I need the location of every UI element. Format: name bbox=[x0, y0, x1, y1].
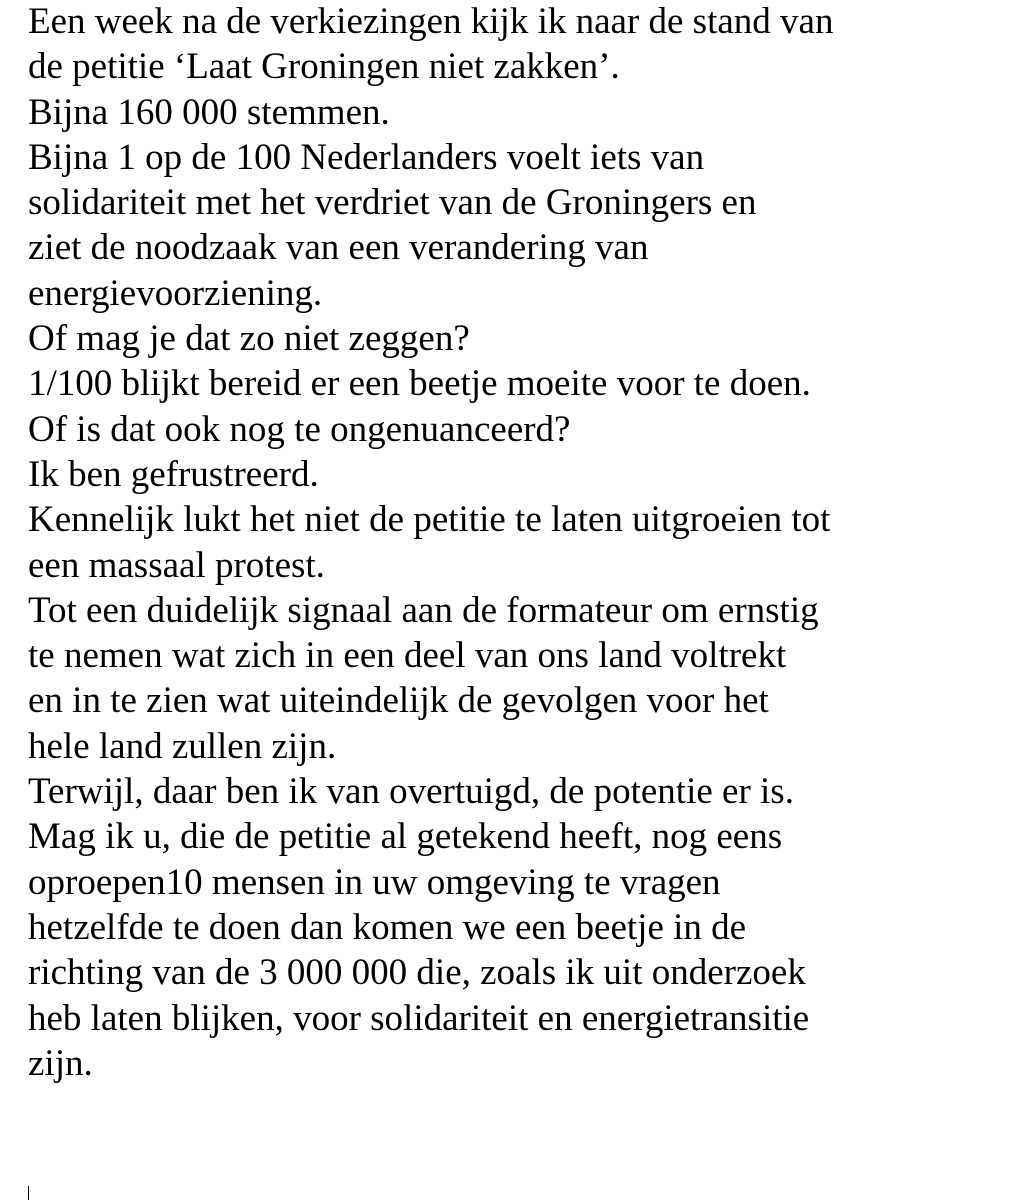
text-line: Bijna 160 000 stemmen. bbox=[28, 91, 390, 133]
text-line: Of mag je dat zo niet zeggen? bbox=[28, 318, 470, 360]
text-line: solidariteit met het verdriet van de Groningers en bbox=[28, 182, 757, 224]
text-line: Kennelijk lukt het niet de petitie te laten uitgroeien tot bbox=[28, 499, 831, 541]
text-line: een massaal protest. bbox=[28, 544, 325, 586]
text-line: oproepen10 mensen in uw omgeving te vragen bbox=[28, 861, 721, 903]
text-line: zijn. bbox=[28, 1042, 93, 1084]
document-body bbox=[28, 0, 1003, 1086]
text-line: de petitie ‘Laat Groningen niet zakken’. bbox=[28, 46, 620, 88]
text-line: Of is dat ook nog te ongenuanceerd? bbox=[28, 408, 571, 450]
text-line: en in te zien wat uiteindelijk de gevolgen voor het bbox=[28, 680, 769, 722]
text-line: Terwijl, daar ben ik van overtuigd, de potentie er is. bbox=[28, 771, 794, 813]
text-line: Bijna 1 op de 100 Nederlanders voelt iets van bbox=[28, 136, 705, 178]
text-line: ziet de noodzaak van een verandering van bbox=[28, 227, 649, 269]
text-line: hetzelfde te doen dan komen we een beetje in de bbox=[28, 906, 747, 948]
text-line: Ik ben gefrustreerd. bbox=[28, 453, 319, 495]
text-line: richting van de 3 000 000 die, zoals ik uit onderzoek bbox=[28, 952, 806, 994]
text-line: Een week na de verkiezingen kijk ik naar de stand van bbox=[28, 1, 834, 42]
text-line: te nemen wat zich in een deel van ons land voltrekt bbox=[28, 635, 787, 677]
text-line: Tot een duidelijk signaal aan de formateur om ernstig bbox=[28, 589, 819, 631]
text-line: energievoorziening. bbox=[28, 272, 323, 314]
text-cursor bbox=[28, 1186, 29, 1200]
text-line: heb laten blijken, voor solidariteit en energietransitie bbox=[28, 997, 810, 1039]
text-line: 1/100 blijkt bereid er een beetje moeite voor te doen. bbox=[28, 363, 811, 405]
text-line: Mag ik u, die de petitie al getekend heeft, nog eens bbox=[28, 816, 783, 858]
text-line: hele land zullen zijn. bbox=[28, 725, 337, 767]
